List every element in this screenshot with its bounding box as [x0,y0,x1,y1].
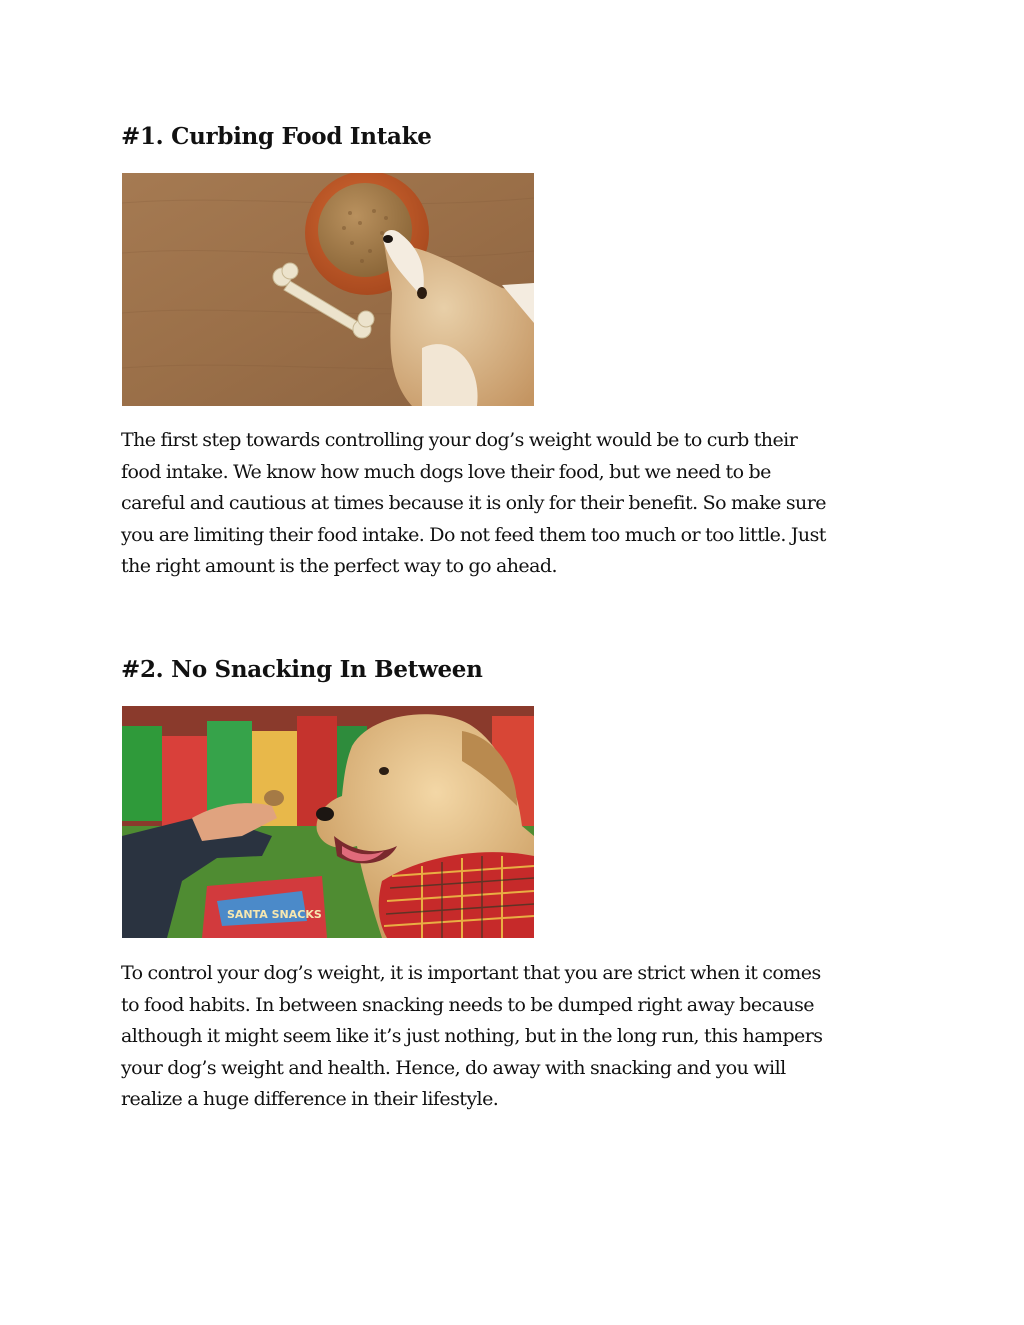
section-1-heading: #1. Curbing Food Intake [121,123,432,150]
paragraph-line: you are limiting their food intake. Do not feed them too much or too little. Just [121,523,826,546]
paragraph-line: your dog’s weight and health. Hence, do away with snacking and you will [121,1056,786,1079]
golden-retriever-treat-photo [122,706,534,938]
paragraph-line: realize a huge difference in their lifestyle. [121,1088,499,1111]
paragraph-line: although it might seem like it’s just nothing, but in the long run, this hampers [121,1025,823,1048]
section-1-paragraph [121,425,911,583]
treat-package-label: SANTA SNACKS [227,908,322,921]
paragraph-line: the right amount is the perfect way to go ahead. [121,555,557,578]
section-2-heading: #2. No Snacking In Between [121,656,483,683]
paragraph-line: to food habits. In between snacking needs to be dumped right away because [121,993,814,1016]
paragraph-line: food intake. We know how much dogs love their food, but we need to be [121,460,771,483]
paragraph-line: careful and cautious at times because it is only for their benefit. So make sure [121,492,826,515]
section-2-paragraph [121,958,911,1116]
paragraph-line: To control your dog’s weight, it is important that you are strict when it comes [121,962,821,984]
dog-food-bowl-photo [122,173,534,406]
paragraph-line: The first step towards controlling your dog’s weight would be to curb their [121,429,798,451]
